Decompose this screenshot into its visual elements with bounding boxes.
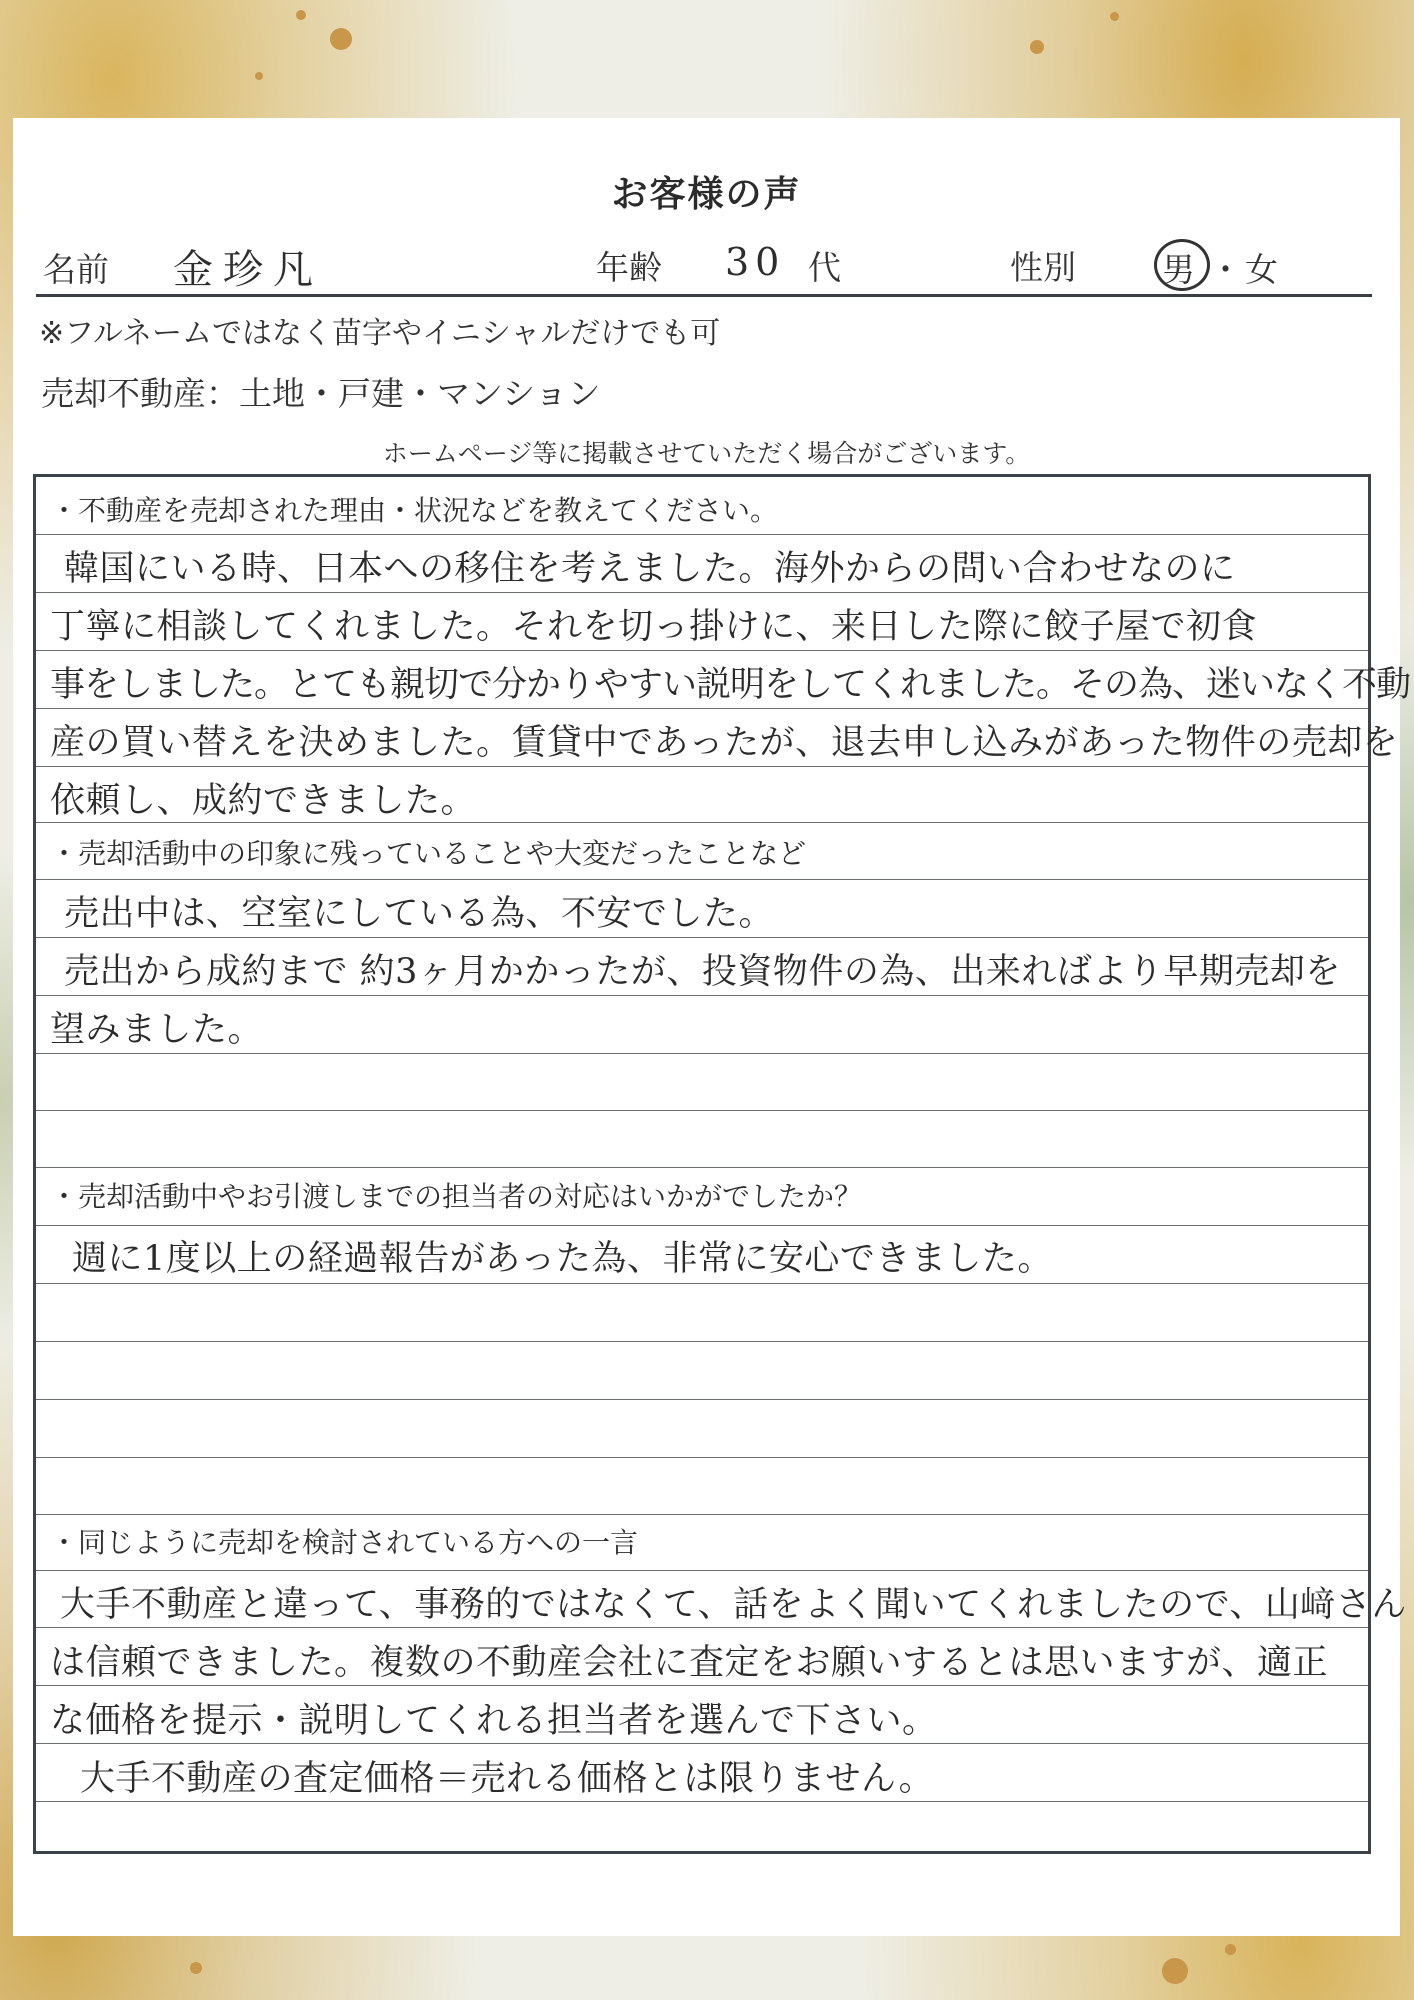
answer-1-line-2: 丁寧に相談してくれました。それを切っ掛けに、来日した際に餃子屋で初食: [50, 607, 1258, 647]
answer-2-line-1: 売出中は、空室にしている為、不安でした。: [64, 894, 775, 934]
question-2: ・売却活動中の印象に残っていることや大変だったことなど: [50, 837, 807, 870]
answer-1-line-1: 韓国にいる時、日本への移住を考えました。海外からの問い合わせなのに: [64, 549, 1236, 589]
age-label: 年齢: [596, 248, 662, 287]
survey-sheet: [13, 118, 1411, 1936]
gender-male: 男: [1162, 250, 1195, 289]
gender-separator: ・: [1209, 250, 1242, 289]
property-types: 売却不動産：土地・戸建・マンション: [41, 374, 601, 413]
answer-1-line-4: 産の買い替えを決めました。賃貸中であったが、退去申し込みがあった物件の売却を: [50, 723, 1399, 763]
gender-label: 性別: [1010, 248, 1076, 287]
answer-2-line-3: 望みました。: [50, 1010, 264, 1050]
question-3: ・売却活動中やお引渡しまでの担当者の対応はいかがでしたか？: [50, 1180, 863, 1213]
answer-4-line-2: は信頼できました。複数の不動産会社に査定をお願いするとは思いますが、適正: [50, 1643, 1329, 1683]
header-rule: [36, 294, 1372, 297]
answer-4-line-1: 大手不動産と違って、事務的ではなくて、話をよく聞いてくれましたので、山﨑さん: [60, 1585, 1407, 1625]
age-suffix: 代: [808, 248, 841, 287]
age-value: 30: [725, 240, 786, 284]
question-1: ・不動産を売却された理由・状況などを教えてください。: [50, 494, 779, 527]
answer-1-line-3: 事をしました。とても親切で分かりやすい説明をしてくれました。その為、迷いなく不動: [50, 665, 1411, 705]
name-note: ※フルネームではなく苗字やイニシャルだけでも可: [39, 316, 721, 351]
answer-1-line-5: 依頼し、成約できました。: [50, 781, 477, 821]
name-value: 金珍凡: [173, 247, 323, 293]
answer-2-line-2: 売出から成約まで 約3ヶ月かかったが、投資物件の為、出来ればより早期売却を: [64, 952, 1341, 992]
answer-3-line-1: 週に1度以上の経過報告があった為、非常に安心できました。: [72, 1239, 1053, 1279]
page-title: お客様の声: [611, 174, 802, 215]
gender-female: 女: [1245, 250, 1278, 289]
answer-4-line-4: 大手不動産の査定価格＝売れる価格とは限りません。: [80, 1759, 935, 1799]
name-label: 名前: [43, 250, 109, 289]
question-4: ・同じように売却を検討されている方への一言: [50, 1526, 639, 1559]
publish-note: ホームページ等に掲載させていただく場合がございます。: [382, 439, 1031, 468]
answer-box: [33, 474, 1411, 1854]
answer-4-line-3: な価格を提示・説明してくれる担当者を選んで下さい。: [50, 1701, 938, 1741]
